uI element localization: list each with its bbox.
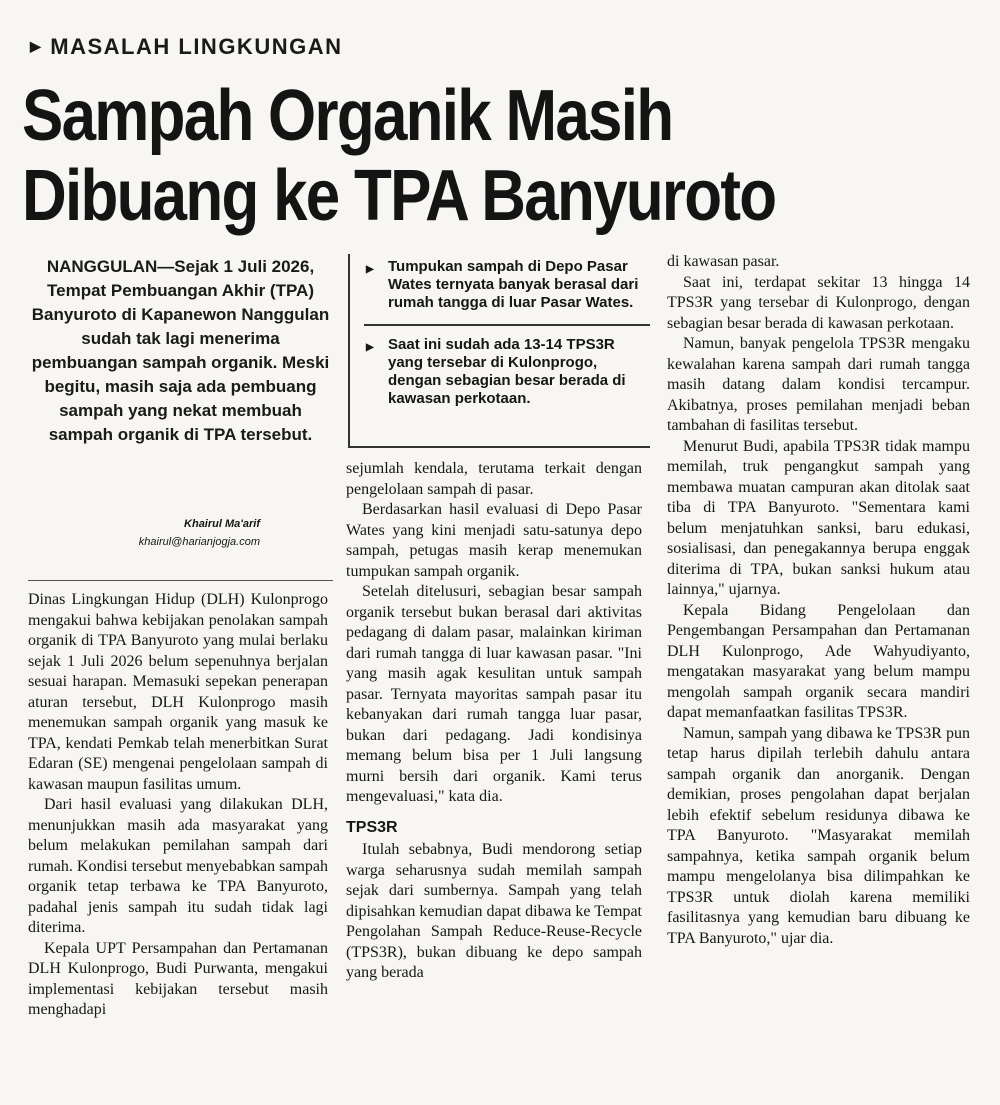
article-column-2 — [346, 459, 642, 984]
paragraph: Berdasarkan hasil evaluasi di Depo Pasar Wates yang kini menjadi satu-satunya depo sampah, petugas masih kerap menemukan tumpukan sampah organik. — [346, 501, 642, 580]
divider — [364, 324, 650, 326]
paragraph: Saat ini, terdapat sekitar 13 hingga 14 TPS3R yang tersebar di Kulonprogo, dengan sebagian besar berada di kawasan perkotaan. — [667, 273, 970, 332]
paragraph: Dari hasil evaluasi yang dilakukan DLH, menunjukkan masih ada masyarakat yang belum melakukan pemilahan sampah dari rumah. Kondisi tersebut menyebabkan sampah organik tetap terbawa ke TPA Banyuroto, padahal jenis sampah itu sudah tidak lagi diterima. — [28, 796, 328, 936]
paragraph: Dinas Lingkungan Hidup (DLH) Kulonprogo mengakui bahwa kebijakan penolakan sampah organik di TPA Banyuroto yang mulai berlaku sejak 1 Juli 2026 belum sepenuhnya berjalan sesuai harapan. Memasuki sepekan penerapan aturan tersebut, DLH Kulonprogo masih menemukan sampah organik yang masuk ke TPA, kendati Pemkab telah menerbitkan Surat Edaran (SE) mengenai pengelolaan sampah di kawasan maupun fasilitas umum. — [28, 591, 328, 793]
byline — [90, 515, 260, 551]
article-column-1 — [28, 590, 328, 1021]
paragraph: Namun, sampah yang dibawa ke TPS3R pun tetap harus dipilah terlebih dahulu antara sampah organik dan anorganik. Dengan demikian, proses pengolahan dapat berjalan lebih efektif sebelum residunya dibawa ke TPA Banyuroto. "Masyarakat memilah sampahnya, ketika sampah organik belum mampu mengelolanya bisa dilimpahkan ke TPS3R untuk diolah karena memiliki fasilitasnya yang kemudian baru dibuang ke TPA Banyuroto," ujar dia. — [667, 724, 970, 947]
headline-line-2: Dibuang ke TPA Banyuroto — [22, 156, 776, 236]
subheading: TPS3R — [346, 818, 398, 836]
paragraph: Kepala Bidang Pengelolaan dan Pengembangan Persampahan dan Pertamanan DLH Kulonprogo, Ade Wahyudiyanto, mengatakan masyarakat yang belum mampu mengolah sampah organik secara mandiri dapat memanfaatkan fasilitas TPS3R. — [667, 601, 970, 721]
pullquote-text: Saat ini sudah ada 13-14 TPS3R yang tersebar di Kulonprogo, dengan sebagian besar berada di kawasan perkotaan. — [388, 336, 626, 407]
headline — [22, 76, 848, 236]
paragraph: Setelah ditelusuri, sebagian besar sampah organik tersebut bukan berasal dari aktivitas pedagang di dalam pasar, malainkan kiriman dari rumah tangga di luar kawasan pasar. "Ini yang masih agak kesulitan untuk sampah pasar. Ternyata mayoritas sampah pasar itu kebanyakan dari rumah tangga luar pasar, bukan dari pedagang. Jadi kondisinya memang belum bisa per 1 Juli langsung murni bersih dari organik. Kami terus mengevaluasi," kata dia. — [346, 583, 642, 805]
kicker-label: MASALAH LINGKUNGAN — [50, 34, 343, 59]
paragraph: di kawasan pasar. — [667, 253, 780, 270]
article-column-3 — [667, 252, 970, 949]
pullquote-item — [350, 332, 650, 412]
author-name: Khairul Ma'arif — [184, 518, 260, 530]
paragraph: Itulah sebabnya, Budi mendorong setiap warga seharusnya sudah memilah sampah sejak dari sumbernya. Sampah yang telah dipisahkan kemudian dapat dibawa ke Tempat Pengolahan Sampah Reduce-Reuse-Recycle (TPS3R), bukan dibuang ke depo sampah yang berada — [346, 841, 642, 981]
pullquote-item — [350, 254, 650, 316]
paragraph: sejumlah kendala, terutama terkait dengan pengelolaan sampah di pasar. — [346, 460, 642, 498]
triangle-right-icon: ▶ — [366, 342, 374, 353]
paragraph: Menurut Budi, apabila TPS3R tidak mampu memilah, truk pengangkut sampah yang membawa muatan campuran akan ditolak saat tiba di TPA Banyuroto. "Sementara kami belum menjatuhkan sanksi, baru edukasi, sosialisasi, dan penegakannya berupa enggak diterima di TPA, bukan sanksi hukum atau lainnya," ujarnya. — [667, 437, 970, 598]
lead-paragraph: NANGGULAN—Sejak 1 Juli 2026, Tempat Pembuangan Akhir (TPA) Banyuroto di Kapanewon Nanggulan sudah tak lagi menerima pembuangan sampah organik. Meski begitu, masih saja ada pembuang sampah yang nekat membuah sampah organik di TPA tersebut. — [31, 257, 330, 444]
paragraph: Namun, banyak pengelola TPS3R mengaku kewalahan karena sampah dari rumah tangga masih datang dalam kondisi tercampur. Akibatnya, proses pemilahan menjadi beban tambahan di fasilitas tersebut. — [667, 335, 970, 434]
author-email: khairul@harianjogja.com — [138, 536, 260, 548]
paragraph: Kepala UPT Persampahan dan Pertamanan DLH Kulonprogo, Budi Purwanta, mengakui implementasi kebijakan tersebut masih menghadapi — [28, 939, 328, 1018]
triangle-right-icon: ▶ — [30, 38, 43, 54]
pullquote-text: Tumpukan sampah di Depo Pasar Wates ternyata banyak berasal dari rumah tangga di luar Pasar Wates. — [388, 258, 639, 311]
pullquote-box — [348, 254, 650, 448]
triangle-right-icon: ▶ — [366, 264, 374, 275]
headline-line-1: Sampah Organik Masih — [22, 76, 673, 156]
divider — [28, 580, 333, 581]
section-kicker — [30, 34, 342, 60]
